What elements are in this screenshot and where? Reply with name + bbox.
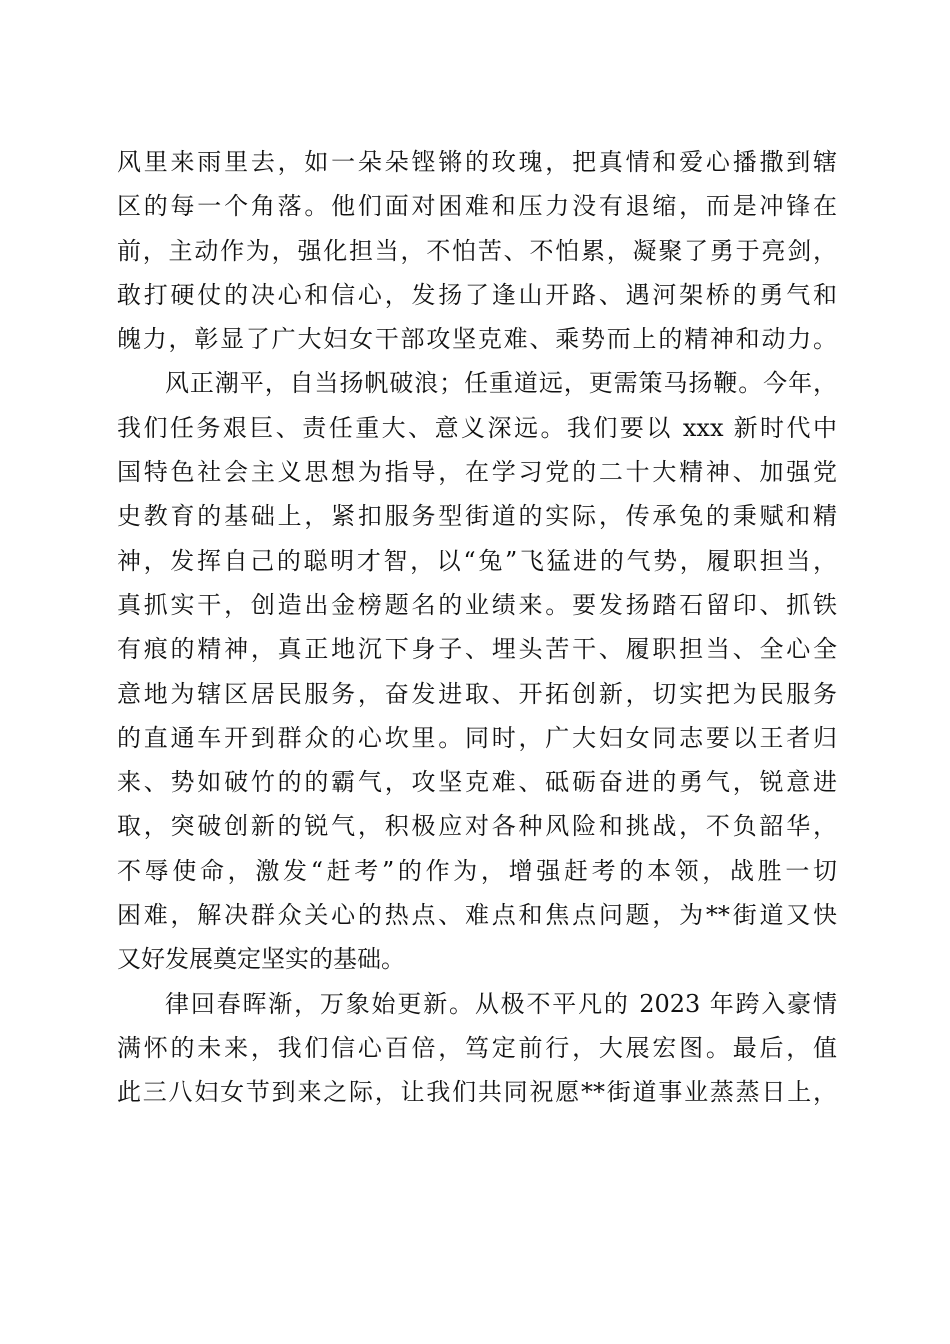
text-line: 困难，解决群众关心的热点、难点和焦点问题，为**街道又快 (117, 901, 837, 930)
text-line: 史教育的基础上，紧扣服务型街道的实际，传承兔的秉赋和精 (117, 502, 837, 531)
text-line: 前，主动作为，强化担当，不怕苦、不怕累，凝聚了勇于亮剑， (117, 236, 837, 265)
text-line: 有痕的精神，真正地沉下身子、埋头苦干、履职担当、全心全 (117, 635, 837, 664)
text-line: 满怀的未来，我们信心百倍，笃定前行，大展宏图。最后，值 (117, 1033, 837, 1062)
text-line: 区的每一个角落。他们面对困难和压力没有退缩，而是冲锋在 (117, 192, 837, 221)
text-line: 敢打硬仗的决心和信心，发扬了逢山开路、遇河架桥的勇气和 (117, 280, 837, 309)
paragraph-start-line: 律回春晖渐，万象始更新。从极不平凡的 2023 年跨入豪情 (165, 989, 837, 1018)
text-line: 神，发挥自己的聪明才智，以“兔”飞猛进的气势，履职担当， (117, 546, 837, 575)
paragraph-end-line: 又好发展奠定坚实的基础。 (117, 945, 405, 974)
text-line: 的直通车开到群众的心坎里。同时，广大妇女同志要以王者归 (117, 723, 837, 752)
text-line: 不辱使命，激发“赶考”的作为，增强赶考的本领，战胜一切 (117, 856, 837, 885)
text-line: 取，突破创新的锐气，积极应对各种风险和挑战，不负韶华， (117, 812, 837, 841)
text-line: 风里来雨里去，如一朵朵铿锵的玫瑰，把真情和爱心播撒到辖 (117, 148, 837, 176)
text-line: 魄力，彰显了广大妇女干部攻坚克难、乘势而上的精神和动力。 (117, 325, 837, 354)
document-body (117, 140, 837, 1115)
text-line: 来、势如破竹的的霸气，攻坚克难、砥砺奋进的勇气，锐意进 (117, 768, 837, 797)
paragraph-start-line: 风正潮平，自当扬帆破浪；任重道远，更需策马扬鞭。今年， (165, 369, 837, 398)
text-line: 国特色社会主义思想为指导，在学习党的二十大精神、加强党 (117, 458, 837, 487)
text-line: 我们任务艰巨、责任重大、意义深远。我们要以 xxx 新时代中 (117, 413, 837, 442)
text-line: 意地为辖区居民服务，奋发进取、开拓创新，切实把为民服务 (117, 679, 837, 708)
text-line: 此三八妇女节到来之际，让我们共同祝愿**街道事业蒸蒸日上， (117, 1078, 837, 1107)
text-line: 真抓实干，创造出金榜题名的业绩来。要发扬踏石留印、抓铁 (117, 590, 837, 619)
